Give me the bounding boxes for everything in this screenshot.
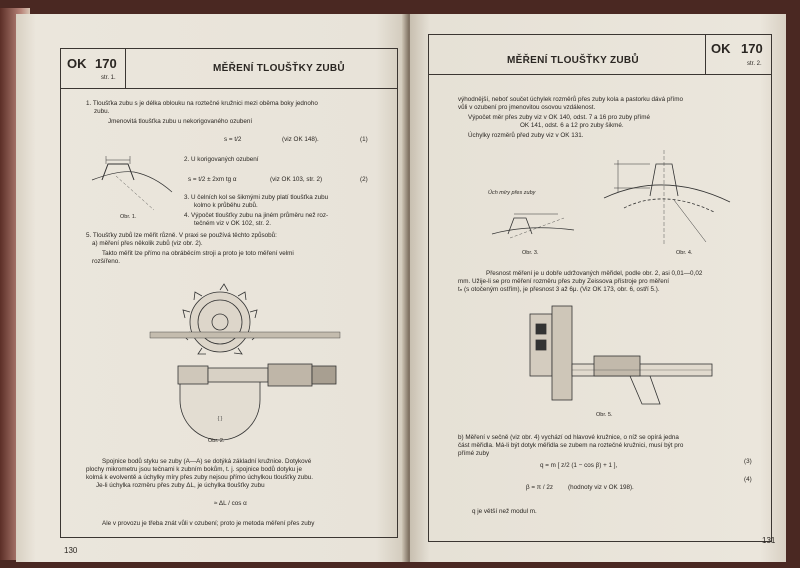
figure-4-caption: Obr. 4. (676, 250, 693, 256)
figure-3-label: Úch míry přes zuby (488, 190, 536, 196)
text-line: výhodnější, neboť součet úchylek rozměrů přes zuby kola a pastorku dává přímo (458, 96, 683, 103)
formula-3-number: (3) (744, 458, 752, 465)
text-line: plochy mikrometru jsou tečnami k zubním bokům, t. j. spojnice bodů dotyku je (86, 466, 302, 473)
formula-1-number: (1) (360, 136, 368, 143)
text-line: tₙ (s otočeným ostřím), je přesnost 3 až 6μ. (Viz OK 173, obr. 6, ostří 5.). (458, 286, 660, 293)
figure-5-caption: Obr. 5. (596, 412, 613, 418)
right-page (410, 14, 786, 562)
text-line: kolmá k evolventě a úchylky míry přes zuby nejsou přímo úchylkou tloušťky zubu. (86, 474, 314, 481)
formula-4: β = π / 2z (526, 484, 554, 491)
formula-3: q = m [ z/2 (1 − cos β) + 1 ], (540, 462, 618, 469)
formula-2-ref: (viz OK 103, str. 2) (270, 176, 323, 183)
text-line: rozšířeno. (92, 258, 120, 265)
text-line: přímé zuby (458, 450, 490, 457)
text-line: mm. Užije-li se pro měření rozměru přes zuby Zeissova přístroje pro měření (458, 278, 670, 285)
text-line: 5. Tloušťky zubů lze měřit různě. V praxi se používá těchto způsobů: (86, 232, 277, 239)
formula-4-ref: (hodnoty viz v OK 198). (568, 484, 634, 491)
header-ok: OK (711, 41, 731, 56)
right-page-header (429, 35, 771, 75)
formula-3: ≈ ΔL / cos α (214, 500, 247, 507)
figure-1-caption: Obr. 1. (120, 214, 137, 220)
header-ok: OK (67, 56, 87, 71)
text-line: Takto měřit lze přímo na obráběcím stroji a proto je toto měření velmi (102, 250, 294, 257)
figure-2-caption: Obr. 2. (208, 438, 225, 444)
text-line: Spojnice bodů styku se zuby (A—A) se dotýká základní kružnice. Dotykové (102, 458, 312, 465)
text-line: a) měření přes několik zubů (viz obr. 2). (92, 240, 203, 247)
page-title: MĚŘENÍ TLOUŠŤKY ZUBŮ (507, 55, 639, 66)
formula-1: s = t/2 (224, 136, 242, 143)
header-number: 170 (95, 56, 117, 71)
svg-text:{ }: { } (217, 416, 223, 422)
text-line: q je větší než modul m. (472, 508, 537, 515)
formula-4-number: (4) (744, 476, 752, 483)
left-page (16, 14, 408, 562)
text-line: OK 141, odst. 6 a 12 pro zuby šikmé. (520, 122, 624, 129)
header-page-ref: str. 2. (747, 61, 762, 67)
header-divider (125, 49, 126, 89)
text-line: 1. Tloušťka zubu s je délka oblouku na roztečné kružnici mezi oběma boky jednoho (86, 100, 318, 107)
text-line: kolmo k průběhu zubů. (194, 202, 258, 209)
text-line: zubu. (94, 108, 110, 115)
formula-2-number: (2) (360, 176, 368, 183)
text-line: vůli v ozubení pro jmenovitou osovou vzdálenost. (458, 104, 596, 111)
text-line: tečném viz v OK 102, str. 2. (194, 220, 271, 227)
page-title: MĚŘENÍ TLOUŠŤKY ZUBŮ (213, 63, 345, 74)
left-page-header (61, 49, 397, 89)
text-line: Úchylky rozměrů před zuby viz v OK 131. (468, 132, 584, 139)
text-line: 3. U čelních kol se šikmými zuby platí tloušťka zubu (184, 194, 329, 201)
formula-1-ref: (viz OK 148). (282, 136, 319, 143)
text-line: 4. Výpočet tloušťky zubu na jiném průměru než roz- (184, 212, 329, 219)
text-line: Přesnost měření je u dobře udržovaných měřidel, podle obr. 2, asi 0,01—0,02 (486, 270, 703, 277)
figure-3-measurement-diagram (488, 194, 578, 248)
text-line: Jmenovitá tloušťka zubu u nekorigovaného ozubení (108, 118, 253, 125)
header-page-ref: str. 1. (101, 75, 116, 81)
page-number-right: 131 (762, 536, 776, 545)
text-line: část měřidla. Má-li být dotyk měřidla se zubem na roztečné kružnici, musí být pro (458, 442, 684, 449)
page-number-left: 130 (64, 546, 78, 555)
figure-1-tooth-diagram (88, 132, 178, 212)
formula-2: s = t/2 ± 2xm tg α (188, 176, 237, 183)
figure-5-caliper-drawing (510, 300, 720, 412)
text-line: Je-li úchylka rozměru přes zuby ΔL, je úchylka tloušťky zubu (96, 482, 265, 489)
text-line: Ale v provozu je třeba znát vůli v ozubení; proto je metoda měření přes zuby (102, 520, 315, 527)
figure-3-caption: Obr. 3. (522, 250, 539, 256)
header-number: 170 (741, 41, 763, 56)
text-line: b) Měření v sečně (viz obr. 4) vychází od hlavové kružnice, o níž se opírá jedna (458, 434, 679, 441)
text-line: 2. U korigovaných ozubení (184, 156, 259, 163)
text-line: Výpočet měr přes zuby viz v OK 140, odst. 7 a 16 pro zuby přímé (468, 114, 650, 121)
figure-2-micrometer-drawing (120, 282, 360, 432)
figure-4-secant-diagram (594, 140, 734, 250)
header-divider (705, 35, 706, 75)
